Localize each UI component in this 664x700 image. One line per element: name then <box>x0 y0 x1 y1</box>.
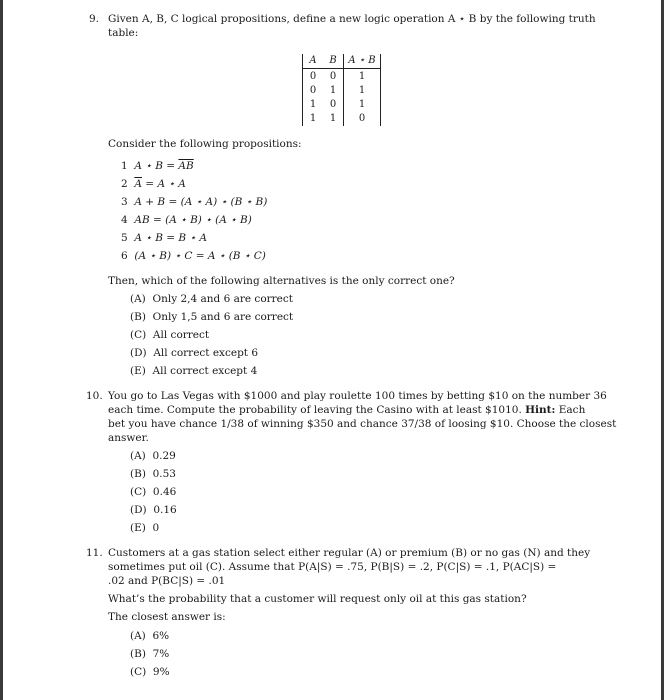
consider-text: Consider the following propositions: <box>108 138 302 150</box>
option-text: All correct <box>152 329 210 341</box>
question-text-line: sometimes put oil (C). Assume that P(A|S) = .75, P(B|S) = .2, P(C|S) = .1, P(AC|S) = <box>108 561 557 573</box>
proposition-formula: (A ⋆ B) ⋆ C = A ⋆ (B ⋆ C) <box>134 250 266 262</box>
option-label: (D) <box>130 504 147 516</box>
option-text: 7% <box>152 648 170 660</box>
answer-option[interactable] <box>130 665 170 679</box>
answer-option[interactable] <box>130 292 293 306</box>
answer-option[interactable] <box>130 467 176 481</box>
table-cell: 0 <box>303 69 324 85</box>
question-text-line: answer. <box>108 432 149 444</box>
truth-table-header <box>303 54 381 69</box>
option-text: 0.46 <box>152 486 177 498</box>
option-text: 0.16 <box>153 504 177 516</box>
proposition-formula: A ⋆ B = <box>134 160 179 172</box>
answer-option[interactable] <box>130 521 159 535</box>
question-number: 9. <box>89 13 100 25</box>
answer-option[interactable] <box>130 647 169 661</box>
proposition-number: 3 <box>121 196 128 208</box>
answer-option[interactable] <box>130 364 257 378</box>
answer-option[interactable] <box>130 328 209 342</box>
option-label: (C) <box>130 329 147 341</box>
proposition-item <box>121 177 186 191</box>
table-row <box>303 84 381 98</box>
proposition-number: 2 <box>121 178 128 190</box>
option-text: Only 2,4 and 6 are correct <box>152 293 293 305</box>
question-text-line: Given A, B, C logical propositions, define a new logic operation A ⋆ B by the following truth <box>108 13 596 25</box>
question-text-line <box>108 403 585 417</box>
proposition-formula: = A ⋆ A <box>141 178 186 190</box>
option-label: (B) <box>130 648 146 660</box>
header-cell: B <box>323 54 344 69</box>
proposition-number: 6 <box>121 250 128 262</box>
table-cell: 1 <box>303 98 324 112</box>
option-label: (A) <box>130 293 146 305</box>
option-label: (C) <box>130 486 147 498</box>
proposition-item <box>121 249 266 263</box>
option-text: 0.53 <box>152 468 176 480</box>
proposition-overlined-term: $\overline{AB}$ <box>178 160 194 172</box>
table-cell: 1 <box>344 69 381 85</box>
question-text-line: bet you have chance 1/38 of winning $350 and chance 37/38 of loosing $10. Choose the closest <box>108 418 617 430</box>
proposition-formula: A + B = (A ⋆ A) ⋆ (B ⋆ B) <box>134 196 268 208</box>
table-row <box>303 98 381 112</box>
proposition-number: 5 <box>121 232 128 244</box>
proposition-item <box>121 195 267 209</box>
table-cell: 0 <box>323 98 344 112</box>
proposition-number: 4 <box>121 214 128 226</box>
answer-option[interactable] <box>130 346 258 360</box>
question-number: 11. <box>86 547 103 559</box>
table-row <box>303 112 381 126</box>
answer-option[interactable] <box>130 449 176 463</box>
question-text-line: Customers at a gas station select either regular (A) or premium (B) or no gas (N) and they <box>108 547 591 559</box>
table-cell: 1 <box>323 84 344 98</box>
option-text: 0.29 <box>152 450 176 462</box>
table-cell: 1 <box>323 112 344 126</box>
option-text: 0 <box>152 522 160 534</box>
question-prompt: What’s the probability that a customer will request only oil at this gas station? <box>108 593 527 605</box>
answer-option[interactable] <box>130 629 169 643</box>
question-prompt: Then, which of the following alternatives is the only correct one? <box>108 275 455 287</box>
table-cell: 1 <box>344 98 381 112</box>
table-cell: 1 <box>344 84 381 98</box>
table-row <box>303 69 381 85</box>
option-label: (A) <box>130 450 146 462</box>
option-label: (C) <box>130 666 147 678</box>
answer-option[interactable] <box>130 310 293 324</box>
table-cell: 1 <box>303 112 324 126</box>
option-label: (E) <box>130 522 146 534</box>
option-text: 9% <box>152 666 170 678</box>
option-label: (B) <box>130 468 146 480</box>
option-text: All correct except 6 <box>153 347 259 359</box>
question-text-line: You go to Las Vegas with $1000 and play roulette 100 times by betting $10 on the number 36 <box>108 390 607 402</box>
proposition-formula: AB = (A ⋆ B) ⋆ (A ⋆ B) <box>134 214 252 226</box>
closest-answer-text: The closest answer is: <box>108 611 226 623</box>
hint-label: Hint: <box>525 404 556 416</box>
option-label: (B) <box>130 311 146 323</box>
answer-option[interactable] <box>130 503 177 517</box>
option-label: (E) <box>130 365 146 377</box>
proposition-formula: A ⋆ B = B ⋆ A <box>134 232 207 244</box>
question-text-line: .02 and P(BC|S) = .01 <box>108 575 226 587</box>
proposition-item <box>121 159 194 173</box>
option-label: (A) <box>130 630 146 642</box>
header-cell: A ⋆ B <box>344 54 381 69</box>
question-number: 10. <box>86 390 103 402</box>
truth-table <box>302 54 381 126</box>
table-cell: 0 <box>344 112 381 126</box>
table-cell: 0 <box>323 69 344 85</box>
option-label: (D) <box>130 347 147 359</box>
table-cell: 0 <box>303 84 324 98</box>
answer-option[interactable] <box>130 485 176 499</box>
option-text: Only 1,5 and 6 are correct <box>152 311 294 323</box>
question-text: Each <box>555 404 586 416</box>
option-text: All correct except 4 <box>152 365 258 377</box>
proposition-number: 1 <box>121 160 128 172</box>
option-text: 6% <box>152 630 170 642</box>
proposition-overlined-term: $\overline{A}$ <box>134 178 142 190</box>
proposition-item <box>121 231 207 245</box>
question-text-line: table: <box>108 27 139 39</box>
proposition-item <box>121 213 252 227</box>
question-text: each time. Compute the probability of leaving the Casino with at least $1010. <box>108 404 526 416</box>
header-cell: A <box>303 54 324 69</box>
